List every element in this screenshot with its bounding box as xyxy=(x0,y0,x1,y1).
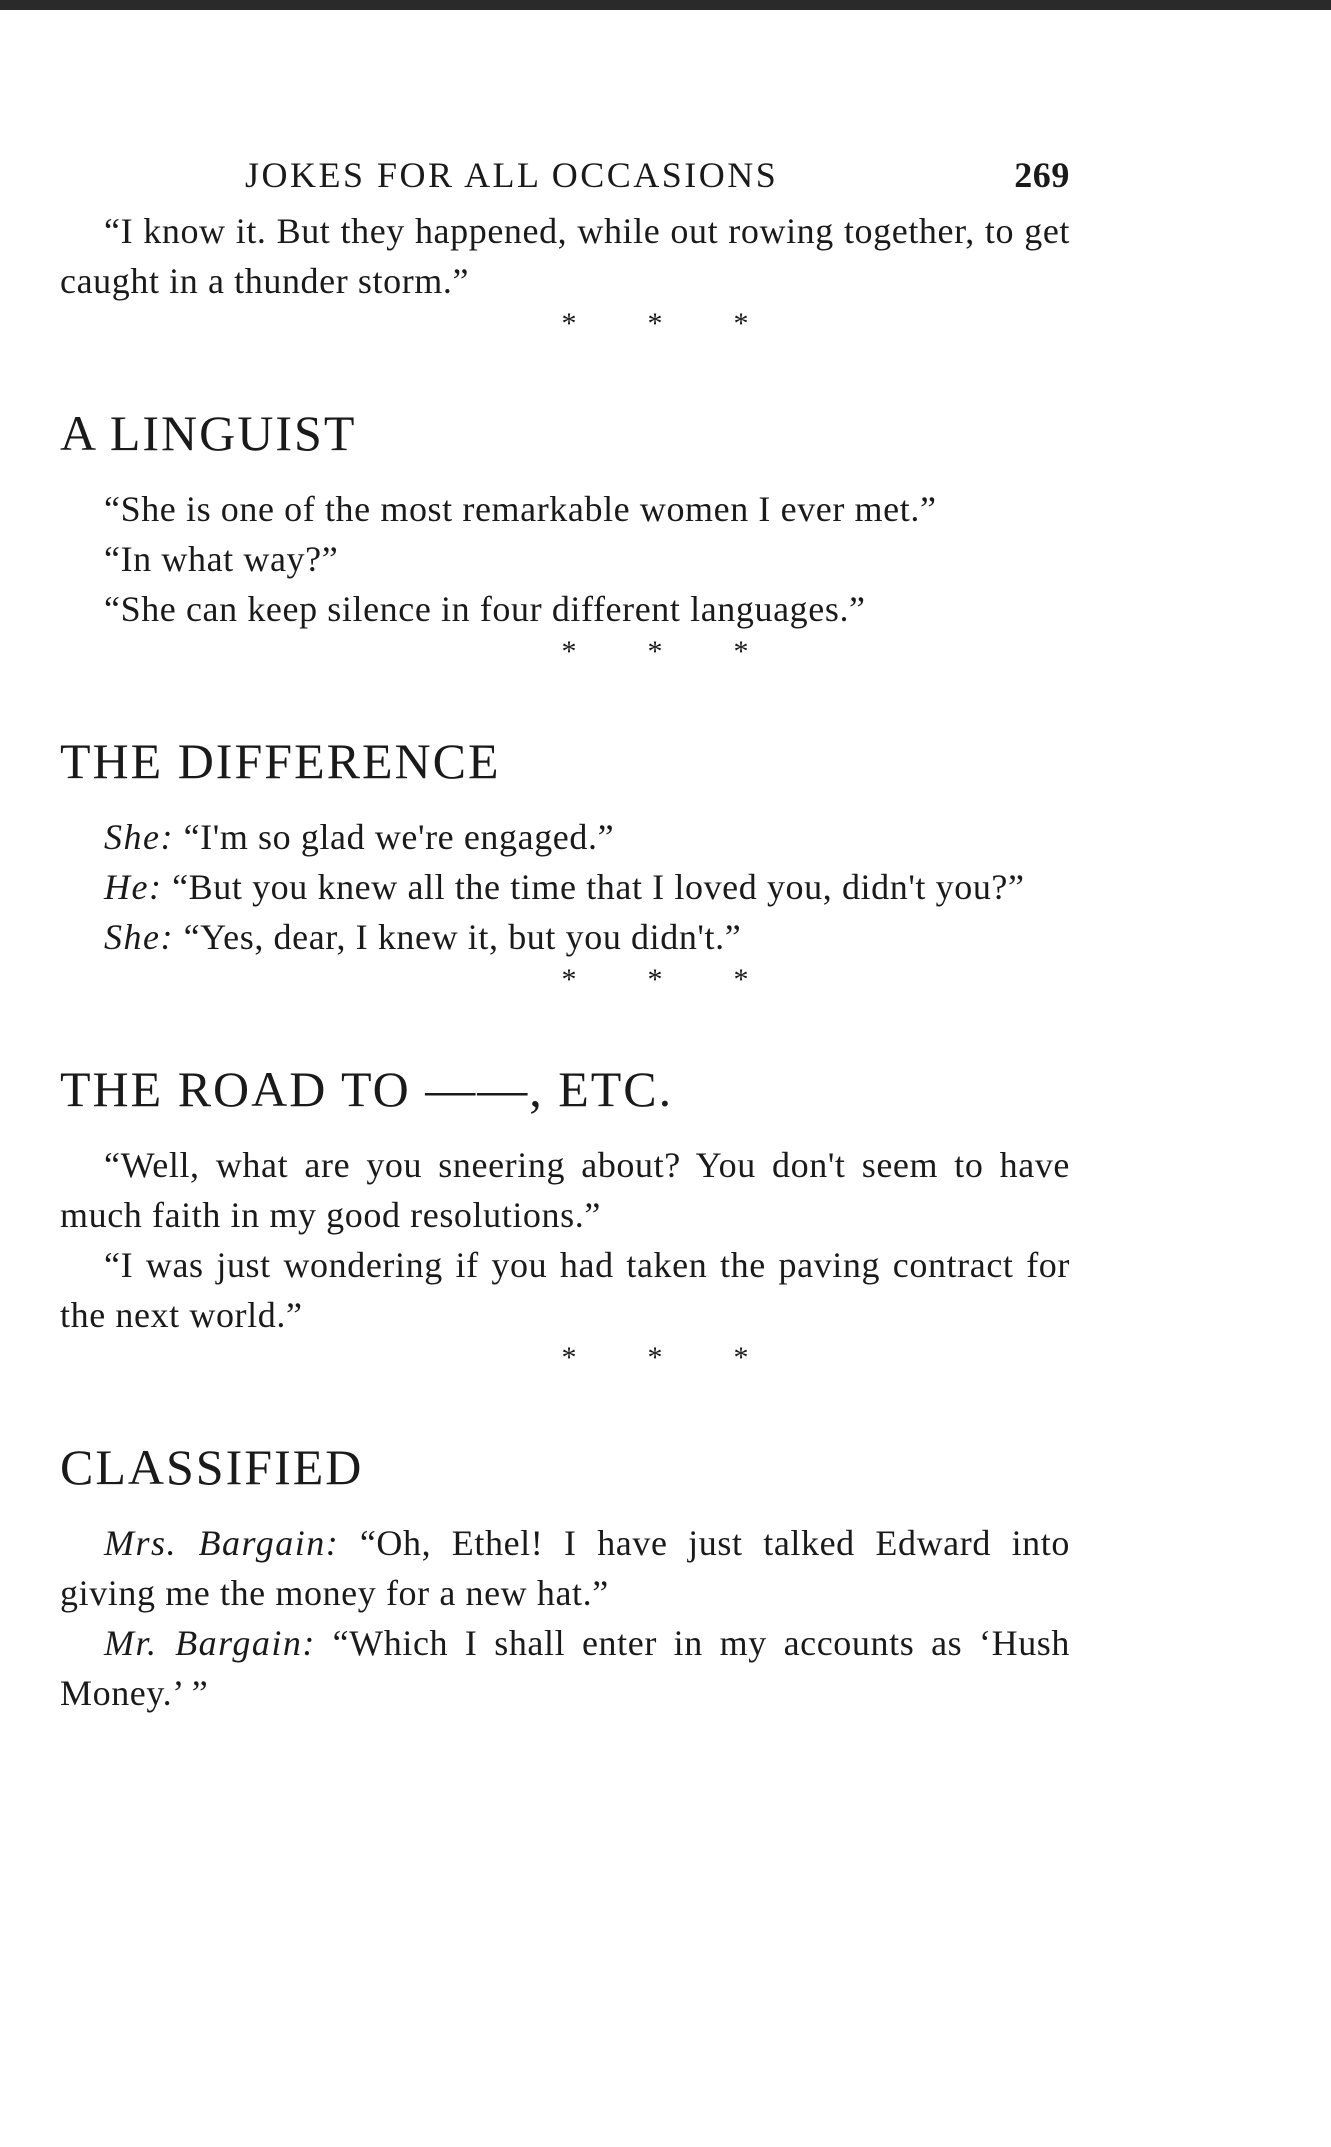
dialogue-text: “I'm so glad we're engaged.” xyxy=(183,817,615,857)
dialogue-line xyxy=(60,1518,1070,1618)
page-number: 269 xyxy=(1014,155,1070,195)
separator-star: * xyxy=(561,635,577,668)
separator-star: * xyxy=(647,307,663,340)
speaker-label: He: xyxy=(104,867,163,907)
dialogue-line xyxy=(60,862,1070,912)
separator-star: * xyxy=(733,1341,749,1374)
section-heading: THE DIFFERENCE xyxy=(60,733,501,789)
separator-star: * xyxy=(647,1341,663,1374)
section-heading: A LINGUIST xyxy=(60,405,357,461)
section-separator xyxy=(240,304,1070,344)
section-separator xyxy=(240,1338,1070,1378)
speaker-label: She: xyxy=(104,917,174,957)
separator-star: * xyxy=(647,635,663,668)
joke-line: “Well, what are you sneering about? You don't seem to have much faith in my good resolutions.” xyxy=(60,1145,1070,1235)
joke-line: “She can keep silence in four different languages.” xyxy=(104,589,866,629)
dialogue-line xyxy=(60,1618,1070,1718)
separator-star: * xyxy=(733,963,749,996)
section-heading: CLASSIFIED xyxy=(60,1439,364,1495)
running-title: JOKES FOR ALL OCCASIONS xyxy=(245,155,779,195)
dialogue-text: “Which I shall enter in my accounts as ‘Hush Money.’ ” xyxy=(60,1623,1071,1713)
speaker-label: She: xyxy=(104,817,174,857)
separator-star: * xyxy=(733,307,749,340)
joke-line: “She is one of the most remarkable women I ever met.” xyxy=(104,489,937,529)
dialogue-text: “But you knew all the time that I loved you, didn't you?” xyxy=(172,867,1025,907)
dialogue-line xyxy=(60,912,1070,962)
page-top-border xyxy=(0,0,1331,10)
separator-star: * xyxy=(561,963,577,996)
separator-star: * xyxy=(561,307,577,340)
dialogue-line xyxy=(60,812,1070,862)
running-header xyxy=(245,150,1070,206)
dialogue-text: “Yes, dear, I knew it, but you didn't.” xyxy=(183,917,742,957)
section-separator xyxy=(240,960,1070,1000)
intro-paragraph: “I know it. But they happened, while out rowing together, to get caught in a thunder storm.” xyxy=(60,211,1070,301)
section-heading: THE ROAD TO ——, ETC. xyxy=(60,1061,674,1117)
dialogue-text: “Oh, Ethel! I have just talked Edward into giving me the money for a new hat.” xyxy=(60,1523,1070,1613)
separator-star: * xyxy=(561,1341,577,1374)
book-page xyxy=(60,150,1070,1718)
joke-line: “I was just wondering if you had taken the paving contract for the next world.” xyxy=(60,1245,1070,1335)
joke-line: “In what way?” xyxy=(104,539,339,579)
speaker-label: Mr. Bargain: xyxy=(104,1623,316,1663)
section-separator xyxy=(240,632,1070,672)
separator-star: * xyxy=(647,963,663,996)
speaker-label: Mrs. Bargain: xyxy=(104,1523,340,1563)
separator-star: * xyxy=(733,635,749,668)
